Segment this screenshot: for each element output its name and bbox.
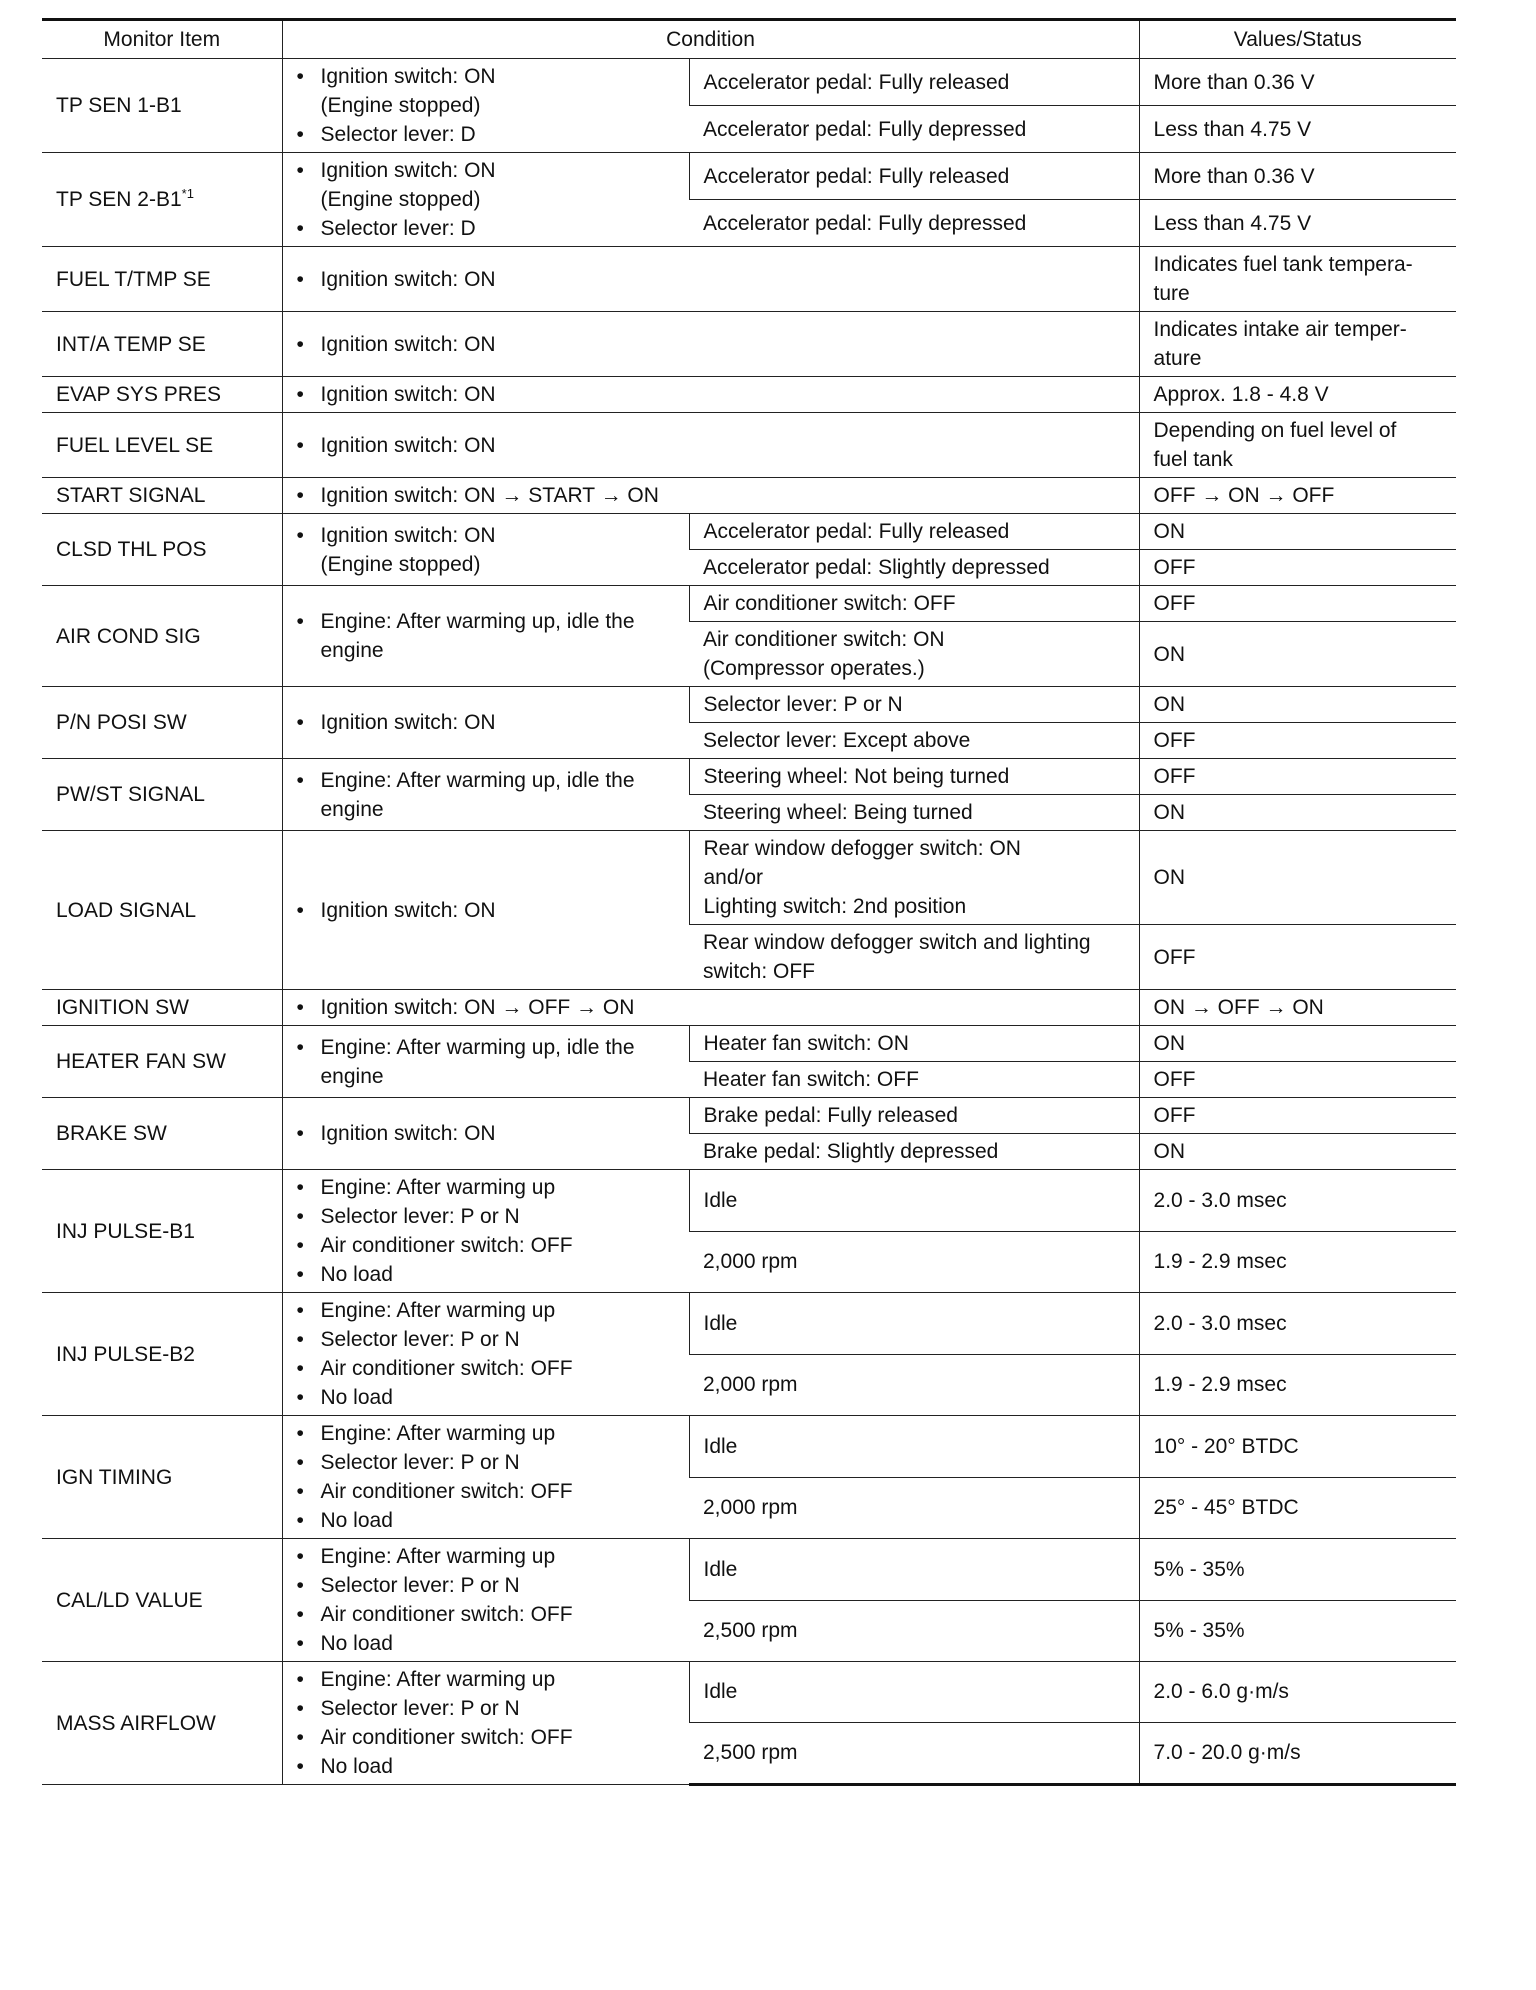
table-row — [42, 1098, 1456, 1134]
sub-condition-cell: Accelerator pedal: Slightly depressed — [689, 550, 1139, 586]
value-status-cell: OFF — [1139, 1062, 1456, 1098]
value-status-cell: 25° - 45° BTDC — [1139, 1477, 1456, 1539]
value-status-cell: 1.9 - 2.9 msec — [1139, 1354, 1456, 1416]
monitor-item-name: TP SEN 1-B1 — [56, 94, 182, 117]
condition-cell — [282, 514, 689, 586]
header-values-status: Values/Status — [1139, 20, 1456, 59]
table-row — [42, 586, 1456, 622]
condition-bullet: • No load — [297, 1506, 675, 1535]
value-status-cell: OFF — [1139, 759, 1456, 795]
monitor-item-name: INJ PULSE-B1 — [56, 1219, 195, 1243]
monitor-item-name: PW/ST SIGNAL — [56, 783, 205, 806]
value-status-cell: OFF → ON → OFF — [1139, 478, 1456, 514]
value-status-cell: Depending on fuel level of fuel tank — [1139, 413, 1456, 478]
sub-condition-cell: Rear window defogger switch: ON and/or Lighting switch: 2nd position — [689, 831, 1139, 925]
value-status-cell: OFF — [1139, 550, 1456, 586]
table-row — [42, 478, 1456, 514]
sub-condition-cell: 2,000 rpm — [689, 1477, 1139, 1539]
table-row — [42, 1662, 1456, 1723]
condition-cell — [282, 759, 689, 831]
condition-bullet: • No load — [297, 1629, 675, 1658]
condition-list — [297, 1119, 675, 1148]
condition-cell — [282, 153, 689, 247]
value-status-cell: ON — [1139, 687, 1456, 723]
sub-condition-cell: Idle — [689, 1170, 1139, 1232]
table-row — [42, 687, 1456, 723]
monitor-item-name: MASS AIRFLOW — [56, 1711, 216, 1735]
value-status-cell: OFF — [1139, 925, 1456, 990]
value-status-cell: OFF — [1139, 723, 1456, 759]
condition-list — [297, 330, 1125, 359]
sub-condition-cell: Brake pedal: Fully released — [689, 1098, 1139, 1134]
condition-list — [297, 1665, 675, 1781]
condition-bullet: • Engine: After warming up — [297, 1419, 675, 1448]
monitor-item-cell — [42, 377, 282, 413]
condition-bullet: • No load — [297, 1752, 675, 1781]
monitor-item-cell — [42, 247, 282, 312]
sub-condition-cell: Selector lever: P or N — [689, 687, 1139, 723]
table-row — [42, 831, 1456, 925]
sub-condition-cell: 2,500 rpm — [689, 1722, 1139, 1784]
monitor-item-cell — [42, 514, 282, 586]
sub-condition-cell: Rear window defogger switch and lighting switch: OFF — [689, 925, 1139, 990]
condition-bullet: • Air conditioner switch: OFF — [297, 1354, 675, 1383]
value-status-cell: Approx. 1.8 - 4.8 V — [1139, 377, 1456, 413]
table-row — [42, 1539, 1456, 1601]
condition-bullet: • Ignition switch: ON — [297, 330, 1125, 359]
condition-cell — [282, 586, 689, 687]
sub-condition-cell: Accelerator pedal: Fully released — [689, 514, 1139, 550]
monitor-item-cell — [42, 990, 282, 1026]
monitor-table — [42, 18, 1456, 1786]
monitor-item-name: TP SEN 2-B1 — [56, 188, 182, 211]
condition-list — [297, 708, 675, 737]
table-row — [42, 247, 1456, 312]
condition-list — [297, 1296, 675, 1412]
condition-cell — [282, 1416, 689, 1539]
condition-cell — [282, 377, 1139, 413]
sub-condition-cell: 2,000 rpm — [689, 1354, 1139, 1416]
table-row — [42, 312, 1456, 377]
monitor-item-cell — [42, 1539, 282, 1662]
value-status-cell: OFF — [1139, 586, 1456, 622]
monitor-item-cell — [42, 1098, 282, 1170]
condition-list — [297, 896, 675, 925]
table-row — [42, 153, 1456, 200]
value-status-cell: Indicates intake air temper- ature — [1139, 312, 1456, 377]
monitor-item-name: IGN TIMING — [56, 1465, 173, 1489]
condition-cell — [282, 413, 1139, 478]
monitor-item-name: CAL/LD VALUE — [56, 1588, 203, 1612]
sub-condition-cell: Air conditioner switch: ON (Compressor operates.) — [689, 622, 1139, 687]
value-status-cell: ON → OFF → ON — [1139, 990, 1456, 1026]
monitor-item-cell — [42, 153, 282, 247]
value-status-cell: 2.0 - 3.0 msec — [1139, 1293, 1456, 1355]
value-status-cell: ON — [1139, 831, 1456, 925]
condition-bullet: • Ignition switch: ON — [297, 380, 1125, 409]
condition-list — [297, 380, 1125, 409]
condition-bullet: • Air conditioner switch: OFF — [297, 1723, 675, 1752]
condition-list — [297, 1542, 675, 1658]
monitor-item-cell — [42, 1026, 282, 1098]
table-row — [42, 1293, 1456, 1355]
condition-cell — [282, 59, 689, 153]
condition-list — [297, 265, 1125, 294]
value-status-cell: Less than 4.75 V — [1139, 200, 1456, 247]
condition-bullet: • Ignition switch: ON — [297, 708, 675, 737]
monitor-item-cell — [42, 1416, 282, 1539]
condition-bullet: • Selector lever: D — [297, 120, 675, 149]
table-row — [42, 514, 1456, 550]
value-status-cell: More than 0.36 V — [1139, 59, 1456, 106]
header-condition: Condition — [282, 20, 1139, 59]
condition-bullet: • Engine: After warming up, idle the engine — [297, 1033, 675, 1091]
condition-bullet: • Ignition switch: ON — [297, 431, 1125, 460]
condition-list — [297, 993, 1125, 1022]
monitor-item-name: EVAP SYS PRES — [56, 383, 221, 406]
condition-bullet: • No load — [297, 1260, 675, 1289]
monitor-item-name: IGNITION SW — [56, 996, 189, 1019]
value-status-cell: ON — [1139, 1134, 1456, 1170]
value-status-cell: ON — [1139, 795, 1456, 831]
sub-condition-cell: Steering wheel: Being turned — [689, 795, 1139, 831]
table-row — [42, 1416, 1456, 1478]
condition-bullet: • Engine: After warming up — [297, 1542, 675, 1571]
condition-bullet: • Engine: After warming up — [297, 1296, 675, 1325]
condition-bullet: • Ignition switch: ON → OFF → ON — [297, 993, 1125, 1022]
monitor-item-cell — [42, 478, 282, 514]
condition-cell — [282, 831, 689, 990]
monitor-item-cell — [42, 687, 282, 759]
condition-cell — [282, 1098, 689, 1170]
monitor-item-cell — [42, 586, 282, 687]
condition-list — [297, 1033, 675, 1091]
condition-bullet: • No load — [297, 1383, 675, 1412]
value-status-cell: 5% - 35% — [1139, 1539, 1456, 1601]
monitor-item-cell — [42, 759, 282, 831]
sub-condition-cell: Steering wheel: Not being turned — [689, 759, 1139, 795]
condition-bullet: • Selector lever: P or N — [297, 1202, 675, 1231]
condition-list — [297, 766, 675, 824]
value-status-cell: 1.9 - 2.9 msec — [1139, 1231, 1456, 1293]
table-body — [42, 59, 1456, 1785]
value-status-cell: 2.0 - 6.0 g·m/s — [1139, 1662, 1456, 1723]
monitor-item-cell — [42, 1170, 282, 1293]
condition-bullet: • Selector lever: P or N — [297, 1694, 675, 1723]
monitor-table-container — [42, 18, 1456, 1786]
table-row — [42, 1170, 1456, 1232]
condition-bullet: • Engine: After warming up, idle the engine — [297, 766, 675, 824]
monitor-item-name: INT/A TEMP SE — [56, 332, 206, 356]
condition-bullet: • Ignition switch: ON — [297, 1119, 675, 1148]
monitor-item-name: AIR COND SIG — [56, 624, 201, 648]
condition-list — [297, 481, 1125, 510]
value-status-cell: ON — [1139, 1026, 1456, 1062]
condition-list — [297, 156, 675, 243]
condition-bullet: • Ignition switch: ON — [297, 265, 1125, 294]
condition-bullet: • Ignition switch: ON (Engine stopped) — [297, 62, 675, 120]
monitor-item-name: FUEL LEVEL SE — [56, 433, 214, 457]
monitor-item-cell — [42, 1293, 282, 1416]
table-row — [42, 990, 1456, 1026]
condition-bullet: • Ignition switch: ON (Engine stopped) — [297, 521, 675, 579]
condition-cell — [282, 990, 1139, 1026]
value-status-cell: Indicates fuel tank tempera- ture — [1139, 247, 1456, 312]
table-row — [42, 377, 1456, 413]
condition-cell — [282, 1170, 689, 1293]
sub-condition-cell: Heater fan switch: OFF — [689, 1062, 1139, 1098]
sub-condition-cell: Idle — [689, 1416, 1139, 1478]
monitor-item-cell — [42, 312, 282, 377]
condition-bullet: • Engine: After warming up — [297, 1665, 675, 1694]
condition-bullet: • Air conditioner switch: OFF — [297, 1600, 675, 1629]
sub-condition-cell: 2,500 rpm — [689, 1600, 1139, 1662]
monitor-item-name: P/N POSI SW — [56, 711, 187, 734]
sub-condition-cell: Accelerator pedal: Fully depressed — [689, 200, 1139, 247]
monitor-item-name: START SIGNAL — [56, 484, 206, 507]
sub-condition-cell: Air conditioner switch: OFF — [689, 586, 1139, 622]
monitor-item-cell — [42, 59, 282, 153]
sub-condition-cell: 2,000 rpm — [689, 1231, 1139, 1293]
condition-bullet: • Engine: After warming up — [297, 1173, 675, 1202]
sub-condition-cell: Selector lever: Except above — [689, 723, 1139, 759]
value-status-cell: Less than 4.75 V — [1139, 106, 1456, 153]
condition-cell — [282, 1293, 689, 1416]
value-status-cell: ON — [1139, 514, 1456, 550]
sub-condition-cell: Accelerator pedal: Fully released — [689, 59, 1139, 106]
condition-cell — [282, 1026, 689, 1098]
monitor-item-name: HEATER FAN SW — [56, 1050, 226, 1073]
sub-condition-cell: Idle — [689, 1662, 1139, 1723]
sub-condition-cell: Heater fan switch: ON — [689, 1026, 1139, 1062]
monitor-item-cell — [42, 413, 282, 478]
monitor-item-name: BRAKE SW — [56, 1122, 167, 1145]
monitor-item-name: LOAD SIGNAL — [56, 898, 197, 922]
monitor-item-cell — [42, 1662, 282, 1785]
condition-list — [297, 607, 675, 665]
condition-cell — [282, 1539, 689, 1662]
condition-bullet: • Selector lever: P or N — [297, 1571, 675, 1600]
footnote-marker: *1 — [181, 186, 194, 201]
header-monitor-item: Monitor Item — [42, 20, 282, 59]
value-status-cell: 7.0 - 20.0 g·m/s — [1139, 1722, 1456, 1784]
condition-cell — [282, 312, 1139, 377]
table-header-row — [42, 20, 1456, 59]
monitor-item-name: CLSD THL POS — [56, 538, 207, 561]
monitor-item-name: FUEL T/TMP SE — [56, 267, 211, 291]
condition-bullet: • Selector lever: P or N — [297, 1325, 675, 1354]
condition-bullet: • Air conditioner switch: OFF — [297, 1231, 675, 1260]
value-status-cell: OFF — [1139, 1098, 1456, 1134]
value-status-cell: ON — [1139, 622, 1456, 687]
sub-condition-cell: Accelerator pedal: Fully depressed — [689, 106, 1139, 153]
condition-bullet: • Ignition switch: ON → START → ON — [297, 481, 1125, 510]
condition-bullet: • Ignition switch: ON (Engine stopped) — [297, 156, 675, 214]
monitor-item-name: INJ PULSE-B2 — [56, 1342, 195, 1366]
condition-bullet: • Selector lever: P or N — [297, 1448, 675, 1477]
table-row — [42, 59, 1456, 106]
sub-condition-cell: Idle — [689, 1539, 1139, 1601]
value-status-cell: 10° - 20° BTDC — [1139, 1416, 1456, 1478]
value-status-cell: 2.0 - 3.0 msec — [1139, 1170, 1456, 1232]
value-status-cell: 5% - 35% — [1139, 1600, 1456, 1662]
condition-bullet: • Air conditioner switch: OFF — [297, 1477, 675, 1506]
condition-list — [297, 521, 675, 579]
table-row — [42, 1026, 1456, 1062]
table-row — [42, 759, 1456, 795]
monitor-item-cell — [42, 831, 282, 990]
condition-list — [297, 431, 1125, 460]
sub-condition-cell: Idle — [689, 1293, 1139, 1355]
table-row — [42, 413, 1456, 478]
sub-condition-cell: Brake pedal: Slightly depressed — [689, 1134, 1139, 1170]
condition-list — [297, 62, 675, 149]
condition-bullet: • Engine: After warming up, idle the engine — [297, 607, 675, 665]
sub-condition-cell: Accelerator pedal: Fully released — [689, 153, 1139, 200]
condition-list — [297, 1173, 675, 1289]
condition-cell — [282, 478, 1139, 514]
value-status-cell: More than 0.36 V — [1139, 153, 1456, 200]
condition-bullet: • Ignition switch: ON — [297, 896, 675, 925]
condition-cell — [282, 687, 689, 759]
condition-cell — [282, 1662, 689, 1785]
condition-bullet: • Selector lever: D — [297, 214, 675, 243]
condition-list — [297, 1419, 675, 1535]
condition-cell — [282, 247, 1139, 312]
